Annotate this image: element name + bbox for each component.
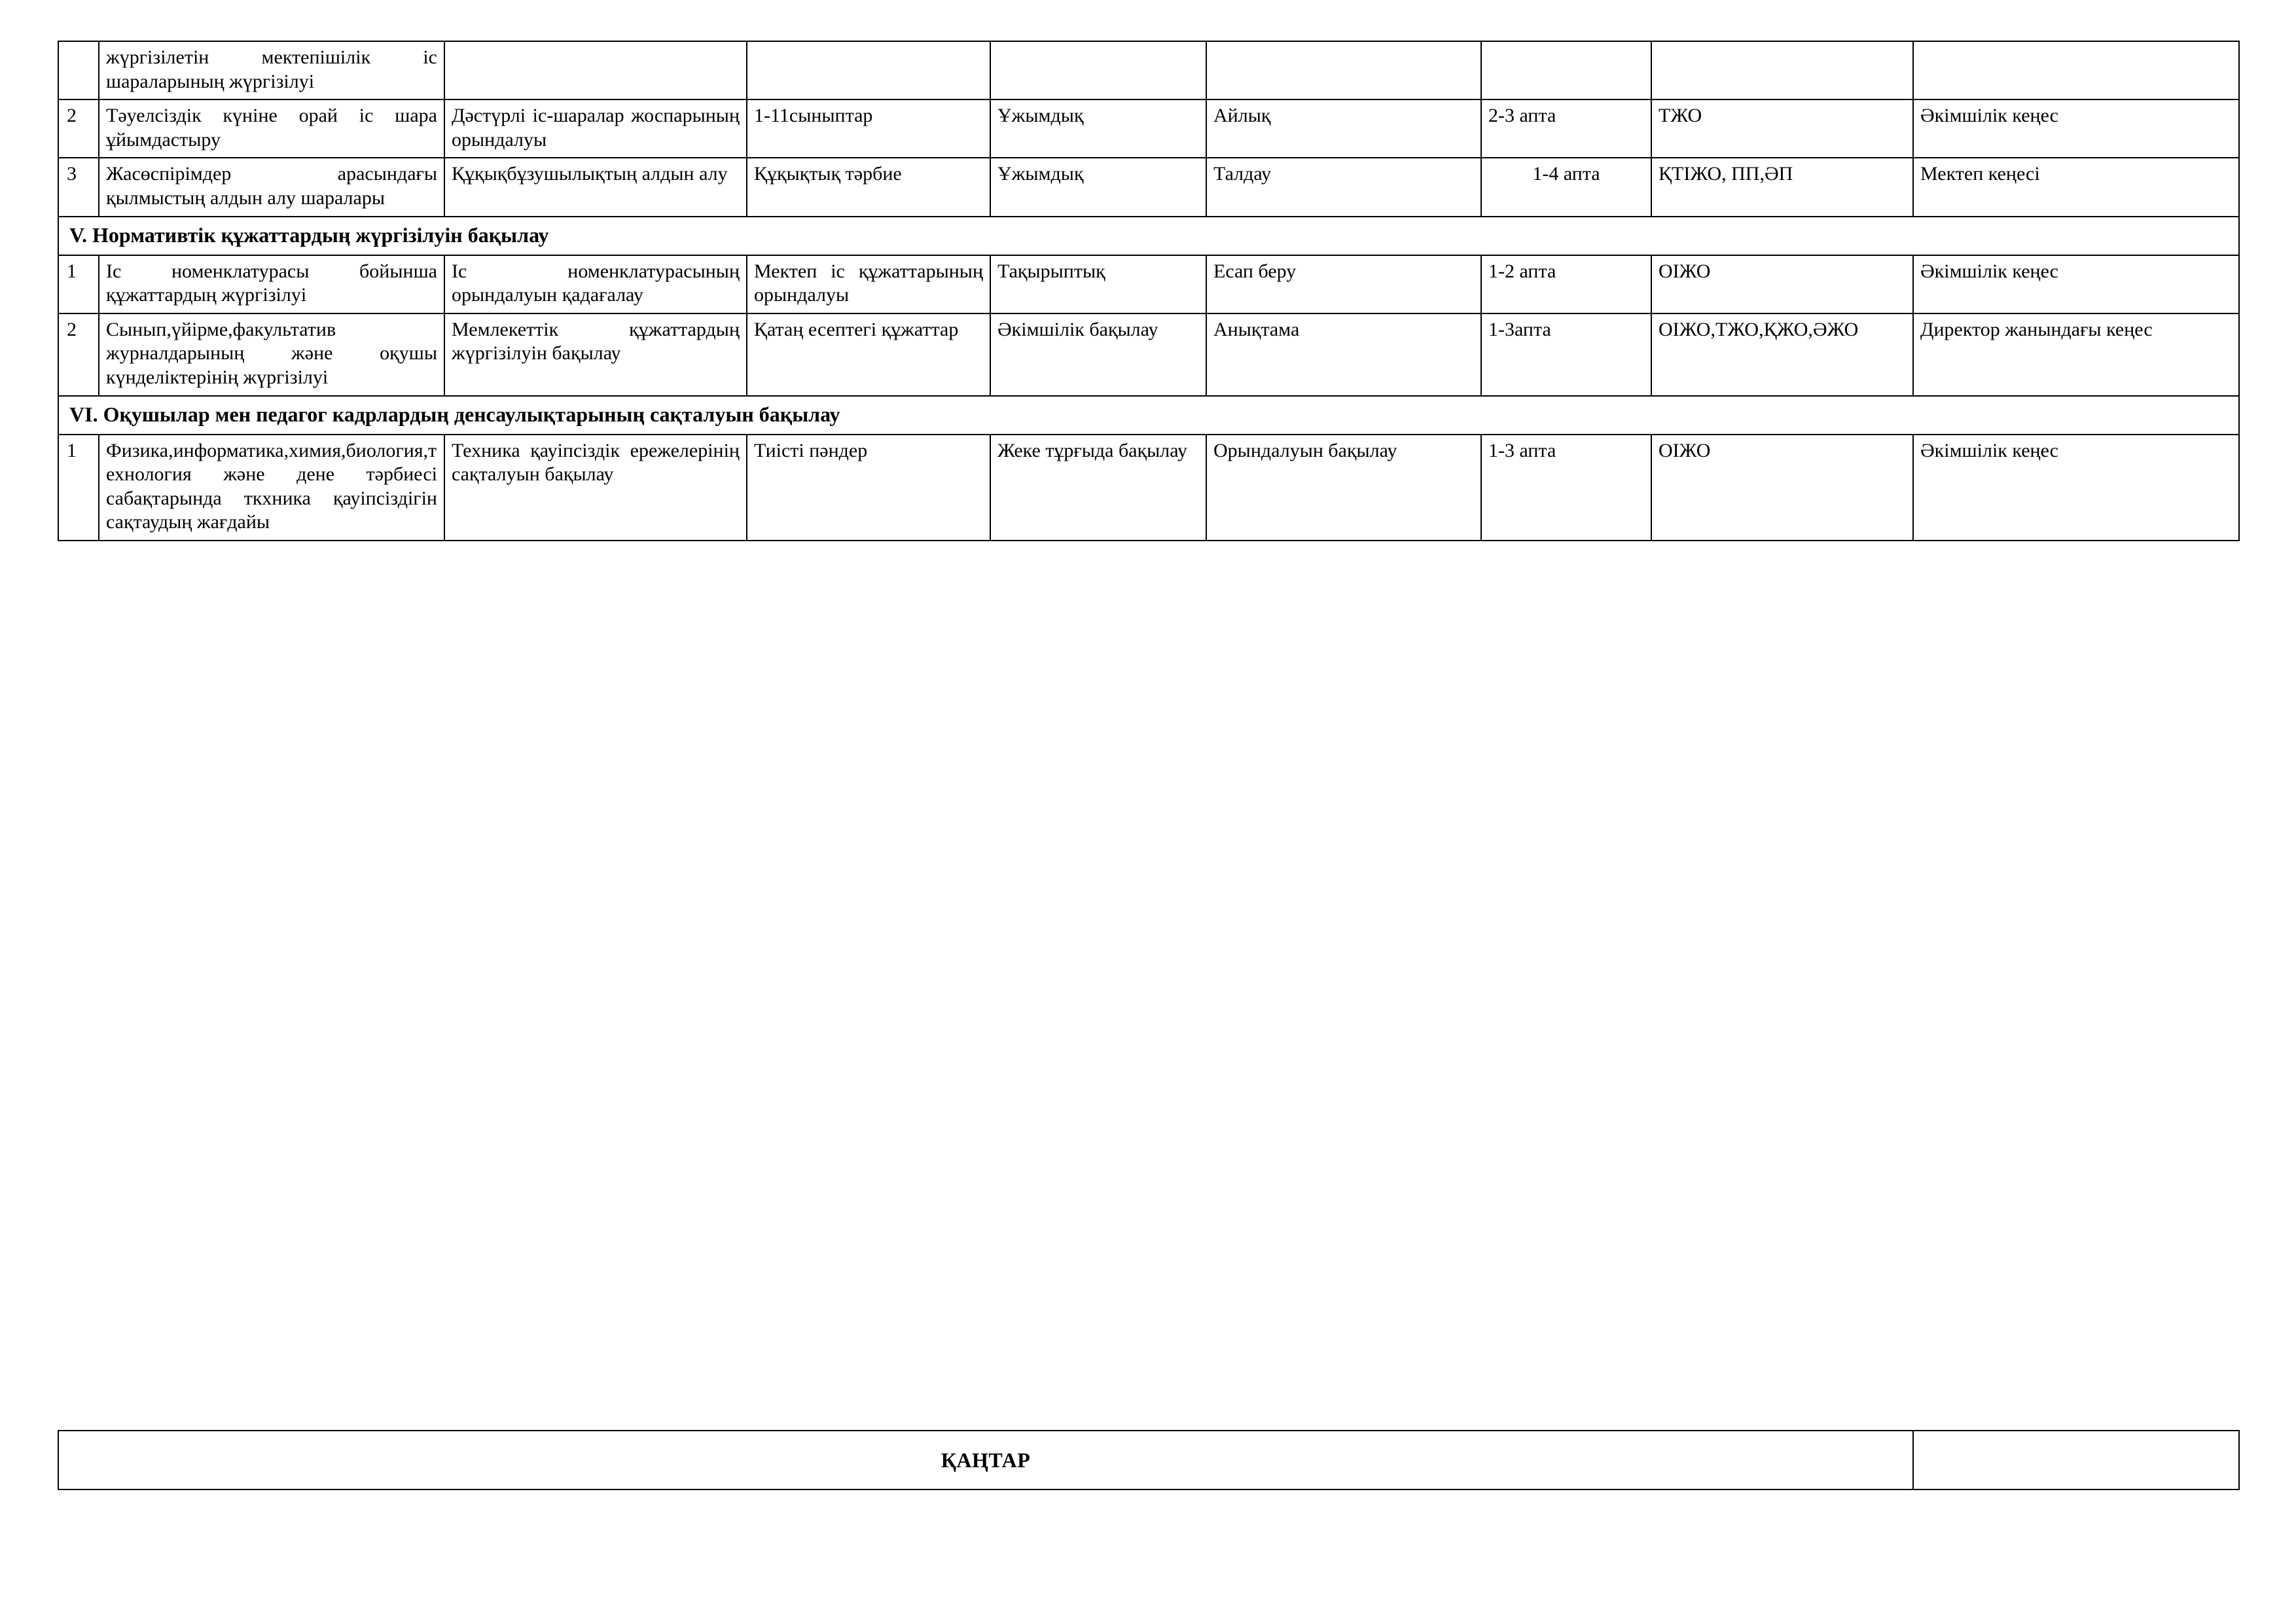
section-title: VI. Оқушылар мен педагог кадрлардың денсаулықтарының сақталуын бақылау	[58, 396, 2239, 435]
monitoring-plan-table	[58, 41, 2240, 541]
footer-empty-cell	[1913, 1431, 2239, 1489]
row-term: 1-4 апта	[1481, 158, 1651, 216]
row-control-type: Ұжымдық	[990, 158, 1206, 216]
row-number: 1	[58, 255, 99, 313]
row-control-type: Жеке тұрғыда бақылау	[990, 435, 1206, 541]
table-row	[58, 313, 2239, 396]
row-activity: Тәуелсіздік күніне орай іс шара ұйымдастыру	[99, 99, 444, 158]
row-control-content: Дәстүрлі іс-шаралар жоспарының орындалуы	[444, 99, 747, 158]
row-control-object: Қатаң есептегі құжаттар	[747, 313, 990, 396]
row-control-type: Ұжымдық	[990, 99, 1206, 158]
row-number: 3	[58, 158, 99, 216]
section-title: V. Нормативтік құжаттардың жүргізілуін бақылау	[58, 217, 2239, 255]
row-number: 1	[58, 435, 99, 541]
row-conclusion	[1913, 41, 2239, 99]
row-conclusion: Мектеп кеңесі	[1913, 158, 2239, 216]
row-responsible	[1651, 41, 1913, 99]
table-row	[58, 99, 2239, 158]
row-result: Айлық	[1206, 99, 1481, 158]
row-control-object: Мектеп іс құжаттарының орындалуы	[747, 255, 990, 313]
row-responsible: ҚТІЖО, ПП,ӘП	[1651, 158, 1913, 216]
row-activity: Жасөспірімдер арасындағы қылмыстың алдын алу шаралары	[99, 158, 444, 216]
row-conclusion: Әкімшілік кеңес	[1913, 435, 2239, 541]
row-control-content: Құқықбұзушылықтың алдын алу	[444, 158, 747, 216]
row-conclusion: Әкімшілік кеңес	[1913, 255, 2239, 313]
table-row	[58, 41, 2239, 99]
row-responsible: ОІЖО,ТЖО,ҚЖО,ӘЖО	[1651, 313, 1913, 396]
row-result: Есап беру	[1206, 255, 1481, 313]
row-control-object: 1-11сыныптар	[747, 99, 990, 158]
table-row	[58, 158, 2239, 216]
row-result	[1206, 41, 1481, 99]
row-control-type: Тақырыптық	[990, 255, 1206, 313]
row-control-content: Техника қауіпсіздік ережелерінің сақталуын бақылау	[444, 435, 747, 541]
row-control-object: Құқықтық тәрбие	[747, 158, 990, 216]
row-control-type	[990, 41, 1206, 99]
row-control-content	[444, 41, 747, 99]
row-term: 2-3 апта	[1481, 99, 1651, 158]
row-control-object	[747, 41, 990, 99]
row-number: 2	[58, 99, 99, 158]
row-result: Анықтама	[1206, 313, 1481, 396]
row-conclusion: Директор жанындағы кеңес	[1913, 313, 2239, 396]
row-control-content: Іс номенклатурасының орындалуын қадағалау	[444, 255, 747, 313]
row-result: Талдау	[1206, 158, 1481, 216]
month-footer-table	[58, 1430, 2240, 1490]
row-conclusion: Әкімшілік кеңес	[1913, 99, 2239, 158]
row-term	[1481, 41, 1651, 99]
row-activity: жүргізілетін мектепішілік іс шараларының жүргізілуі	[99, 41, 444, 99]
section-heading-row	[58, 396, 2239, 435]
row-activity: Физика,информатика,химия,биология,технология және дене тәрбиесі сабақтарында ткхника қауіпсіздігін сақтаудың жағдайы	[99, 435, 444, 541]
row-term: 1-3 апта	[1481, 435, 1651, 541]
row-control-object: Тиісті пәндер	[747, 435, 990, 541]
row-number	[58, 41, 99, 99]
row-responsible: ТЖО	[1651, 99, 1913, 158]
row-activity: Іс номенклатурасы бойынша құжаттардың жүргізілуі	[99, 255, 444, 313]
table-row	[58, 435, 2239, 541]
row-number: 2	[58, 313, 99, 396]
row-responsible: ОІЖО	[1651, 435, 1913, 541]
footer-row	[58, 1431, 2239, 1489]
row-term: 1-2 апта	[1481, 255, 1651, 313]
row-control-content: Мемлекеттік құжаттардың жүргізілуін бақылау	[444, 313, 747, 396]
row-result: Орындалуын бақылау	[1206, 435, 1481, 541]
row-control-type: Әкімшілік бақылау	[990, 313, 1206, 396]
table-row	[58, 255, 2239, 313]
row-term: 1-3апта	[1481, 313, 1651, 396]
row-activity: Сынып,үйірме,факультатив журналдарының және оқушы күнделіктерінің жүргізілуі	[99, 313, 444, 396]
month-title: ҚАҢТАР	[58, 1431, 1913, 1489]
row-responsible: ОІЖО	[1651, 255, 1913, 313]
section-heading-row	[58, 217, 2239, 255]
